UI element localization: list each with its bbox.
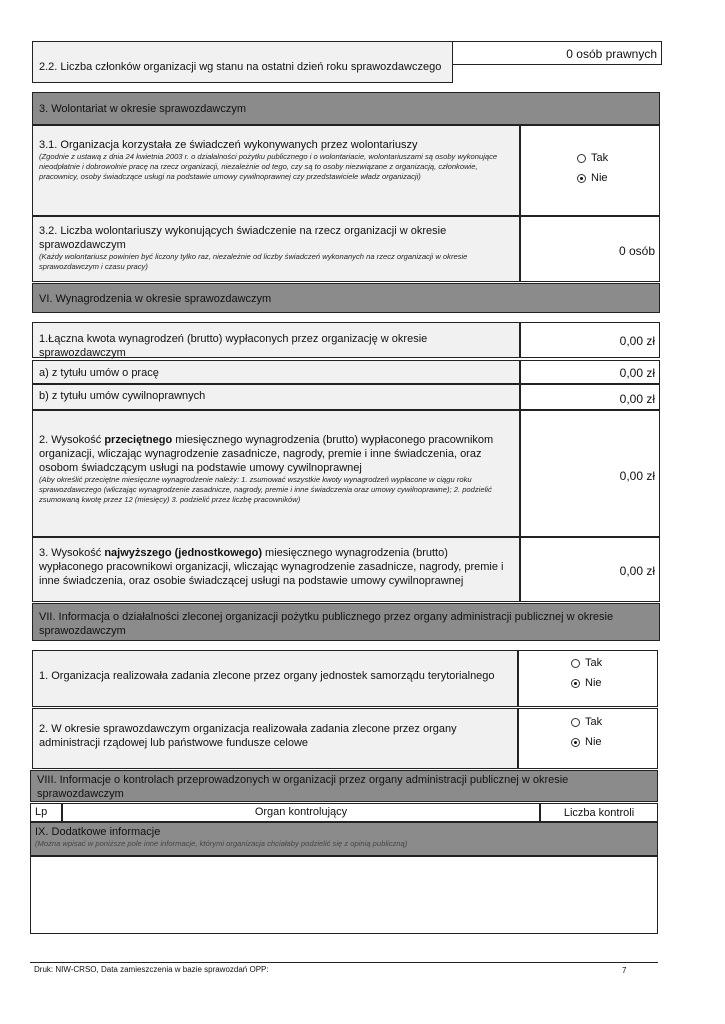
q31-answer-cell [520,125,660,216]
section-3-header [32,92,660,125]
section-7-header [32,603,660,641]
vi2-label: 2. Wysokość przeciętnego miesięcznego wynagrodzenia (brutto) wypłaconego pracownikom organizacji, wliczając wynagrodzenie zasadnicze, nagrody, premie i inne świadczenia, oraz osobom świadczącym usługi na podstawie umowy cywilnoprawnej [39,434,494,474]
vib-value: 0,00 zł [619,392,655,406]
vi3-label: 3. Wysokość najwyższego (jednostkowego) miesięcznego wynagrodzenia (brutto) wypłaconego pracownikowi organizacji, wliczając wynagrodzenie zasadnicze, nagrody, premie i inne świadczenia, oraz osobie świadczącej usługi na podstawie umowy cywilnoprawnej [39,547,504,587]
vii2-radio-group [571,712,602,752]
q32-value: 0 osób [618,244,655,258]
q31-option-nie[interactable]: Nie [577,168,608,188]
radio-icon[interactable] [571,659,580,668]
radio-checked-icon[interactable] [571,679,580,688]
section-3-title: 3. Wolontariat w okresie sprawozdawczym [39,103,247,115]
vii1-radio-group [571,653,602,693]
section-9-title: IX. Dodatkowe informacje [35,826,161,838]
section-6-header [32,283,660,313]
vii1-option-tak[interactable]: Tak [571,653,602,673]
via-value-cell [520,360,660,384]
vii2-label: 2. W okresie sprawozdawczym organizacja realizowała zadania zlecone przez organy administracji rządowej lub państwowe fundusze celowe [39,723,457,749]
vii1-label-cell [32,650,518,707]
vi3-label-cell [32,537,520,602]
vii2-answer-cell [518,708,658,769]
additional-info-field[interactable] [30,856,658,934]
section-8-header [30,770,658,802]
via-value: 0,00 zł [619,366,655,380]
via-label-cell [32,360,520,384]
table-header-lp: Lp [30,803,62,822]
vib-label-cell [32,384,520,410]
radio-checked-icon[interactable] [571,738,580,747]
table-header-organ: Organ kontrolujący [62,803,540,822]
radio-icon[interactable] [577,154,586,163]
vi2-note: (Aby określić przeciętne miesięczne wynagrodzenie należy: 1. zsumować wszystkie kwoty wynagrodzeń wypłacone w ciągu roku sprawozdawczego (wliczając wynagrodzenie zasadnicze, nagrody, premie i inne świadczenia oraz umowy cywilnoprawne); 2. podzielić zsumowaną kwotę przez 12 (miesięcy) 3. podzielić przez liczbę pracowników) [39,475,492,504]
page-number: 7 [622,966,627,975]
vi2-value: 0,00 zł [619,469,655,483]
vii2-option-nie[interactable]: Nie [571,732,602,752]
footer-rule [30,962,658,963]
vi1-label-cell [32,322,520,358]
vii1-label: 1. Organizacja realizowała zadania zlecone przez organy jednostek samorządu terytorialnego [39,670,495,682]
vi2-label-cell [32,410,520,537]
section-9-note: (Można wpisać w poniższe pole inne informacje, którymi organizacja chciałaby podzielić się z opinią publiczną) [35,839,408,848]
section-6-title: VI. Wynagrodzenia w okresie sprawozdawczym [39,293,272,305]
vii2-label-cell [32,708,518,769]
q32-note: (Każdy wolontariusz powinien być liczony tylko raz, niezależnie od liczby świadczeń wykonanych na rzecz organizacji w okresie sprawozdawczym i czasu pracy) [39,252,468,271]
q32-label: 3.2. Liczba wolontariuszy wykonujących świadczenie na rzecz organizacji w okresie sprawozdawczym [39,225,447,251]
vi3-value-cell [520,537,660,602]
via-label: a) z tytułu umów o pracę [39,367,159,379]
table-header-count: Liczba kontroli [540,803,658,822]
section-8-title: VIII. Informacje o kontrolach przeprowadzonych w organizacji przez organy administracji publicznej w okresie sprawozdawczym [37,774,569,800]
radio-checked-icon[interactable] [577,174,586,183]
q31-note: (Zgodnie z ustawą z dnia 24 kwietnia 2003 r. o działalności pożytku publicznego i o wolontariacie, wolontariuszami są osoby wykonujące nieodpłatnie i dobrowolnie pracę na rzecz organizacji, niezależnie od tego, czy są to osoby niezwiązane z organizacją, członkowie, pracownicy, osoby świadczące usługi na podstawie umowy cywilnoprawnej czy przedstawiciele władz organizacji) [39,152,498,181]
vi1-label: 1.Łączna kwota wynagrodzeń (brutto) wypłaconych przez organizację w okresie sprawozdawczym [39,333,428,359]
vi3-value: 0,00 zł [619,564,655,578]
q22-value-cell [452,41,662,65]
q22-label-cell [32,41,453,83]
q31-option-tak[interactable]: Tak [577,148,608,168]
q32-value-cell [520,216,660,282]
vii2-option-tak[interactable]: Tak [571,712,602,732]
section-9-header [30,822,658,856]
vib-value-cell [520,384,660,410]
vii1-option-nie[interactable]: Nie [571,673,602,693]
q22-value: 0 osób prawnych [566,47,657,61]
q31-label-cell [32,125,520,216]
footer-text: Druk: NIW-CRSO, Data zamieszczenia w bazie sprawozdań OPP: [34,965,269,974]
q22-label: 2.2. Liczba członków organizacji wg stanu na ostatni dzień roku sprawozdawczego [39,61,442,73]
q32-label-cell [32,216,520,282]
section-7-title: VII. Informacja o działalności zleconej organizacji pożytku publicznego przez organy administracji publicznej w okresie sprawozdawczym [39,611,614,637]
vii1-answer-cell [518,650,658,707]
vib-label: b) z tytułu umów cywilnoprawnych [39,390,206,402]
q31-radio-group [577,148,608,188]
vi1-value: 0,00 zł [619,334,655,348]
vi2-value-cell [520,410,660,537]
vi1-value-cell [520,322,660,358]
q31-label: 3.1. Organizacja korzystała ze świadczeń wykonywanych przez wolontariuszy [39,139,418,151]
radio-icon[interactable] [571,718,580,727]
